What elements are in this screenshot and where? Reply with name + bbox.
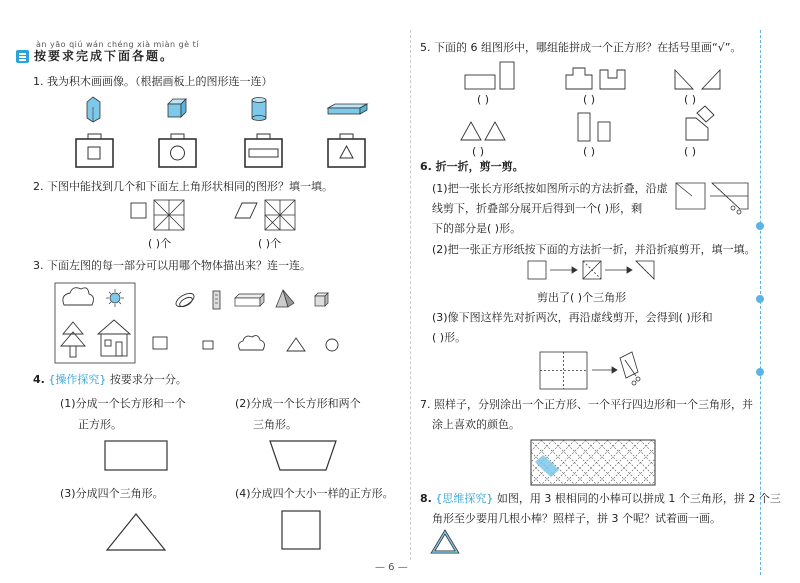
q4-sub1-line2: 正方形。 [78,418,122,431]
q6-p1-line2: 线剪下，折叠部分展开后得到一个( )形，剩 [432,202,643,215]
question-3-text: 3. 下面左图的每一部分可以用哪个物体描出来？连一连。 [33,259,311,272]
q2-answer-blank-2[interactable]: ( )个 [258,237,282,250]
q5-answer-blank-3[interactable]: ( ) [684,93,697,106]
q6-p1-line3: 下的部分是( )形。 [432,222,522,235]
q5-answer-blank-2[interactable]: ( ) [583,93,596,106]
q6-p3-line2: ( )形。 [432,331,467,344]
q8-line1-text: 如图，用 3 根相同的小棒可以拼成 1 个三角形，拼 2 个三 [496,492,781,505]
q4-text: 按要求分一分。 [109,373,187,386]
q4-sub2-line1: (2)分成一个长方形和两个 [235,397,361,410]
q4-sub2-line2: 三角形。 [253,418,297,431]
q6-p1-line1: (1)把一张长方形纸按如图所示的方法折叠，沿虚 [432,182,668,195]
page-number: — 6 — [375,562,408,573]
q8-tag: {思维探究} [435,492,494,505]
question-7-line2: 涂上喜欢的颜色。 [432,418,520,431]
q6-p3-line1: (3)像下图这样先对折两次，再沿虚线剪开，会得到( )形和 [432,311,713,324]
q6-p2-result[interactable]: 剪出了( )个三角形 [537,291,627,304]
q5-answer-blank-5[interactable]: ( ) [583,145,596,158]
q4-sub1-line1: (1)分成一个长方形和一个 [60,397,186,410]
question-1-text: 1. 我为积木画画像。（根据画板上的图形连一连） [33,75,273,88]
q5-answer-blank-1[interactable]: ( ) [477,93,490,106]
question-5-text: 5. 下面的 6 组图形中，哪组能拼成一个正方形？在括号里画“√”。 [420,41,742,54]
q6-p2: (2)把一张正方形纸按下面的方法折一折，并沿折痕剪开，填一填。 [432,243,756,256]
section-pinyin: àn yāo qiú wán chéng xià miàn gè tí [36,40,199,49]
q5-answer-blank-4[interactable]: ( ) [472,145,485,158]
q4-sub3: (3)分成四个三角形。 [60,487,164,500]
q5-answer-blank-6[interactable]: ( ) [684,145,697,158]
section-title: 按要求完成下面各题。 [34,49,175,63]
question-2-text: 2. 下图中能找到几个和下面左上角形状相同的图形？填一填。 [33,180,333,193]
q4-tag: {操作探究} [48,373,107,386]
question-7-line1: 7. 照样子，分别涂出一个正方形、一个平行四边形和一个三角形，并 [420,398,753,411]
question-8-line1: 8. {思维探究} 如图，用 3 根相同的小棒可以拼成 1 个三角形，拼 2 个三 [420,492,781,505]
question-4-heading: 4. {操作探究} 按要求分一分。 [33,373,187,386]
question-6-title: 6. 折一折，剪一剪。 [420,160,524,173]
q4-sub4: (4)分成四个大小一样的正方形。 [235,487,394,500]
q2-answer-blank-1[interactable]: ( )个 [148,237,172,250]
question-8-line2: 角形至少要用几根小棒？照样子，拼 3 个呢？试着画一画。 [432,512,721,525]
